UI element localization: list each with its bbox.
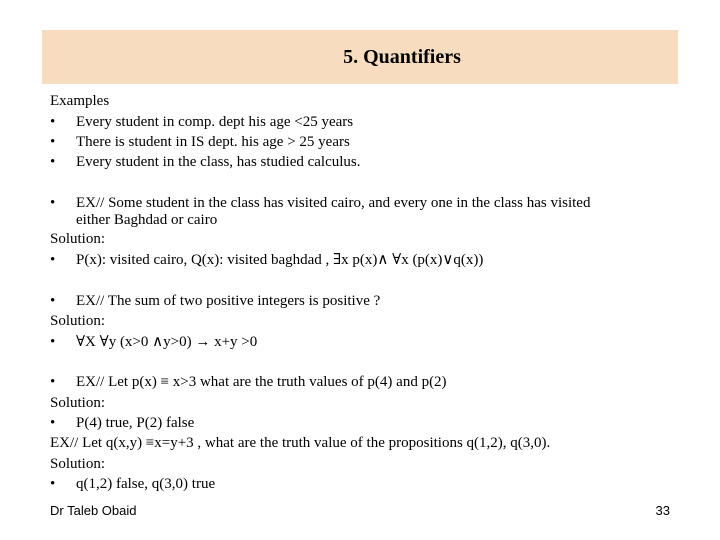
bullet: • [50, 293, 56, 309]
ex3-answer: P(4) true, P(2) false [76, 415, 195, 431]
bullet: • [50, 252, 56, 268]
example-item-1: Every student in comp. dept his age <25 years [76, 114, 354, 130]
ex4-answer: q(1,2) false, q(3,0) true [76, 476, 216, 492]
bullet: • [50, 114, 56, 130]
example-item-2: There is student in IS dept. his age > 25 years [76, 134, 350, 150]
ex4-question: EX// Let q(x,y) ≡x=y+3 , what are the truth value of the propositions q(1,2), q(3,0). [50, 435, 551, 451]
bullet: • [50, 154, 56, 170]
bullet: • [50, 334, 56, 350]
title-bar [42, 30, 678, 84]
bullet: • [50, 195, 56, 211]
bullet: • [50, 476, 56, 492]
bullet: • [50, 134, 56, 150]
ex3-question: EX// Let p(x) ≡ x>3 what are the truth values of p(4) and p(2) [76, 374, 447, 390]
ex1-answer: P(x): visited cairo, Q(x): visited baghdad , ∃x p(x)∧ ∀x (p(x)∨q(x)) [76, 252, 484, 268]
ex1-solution-label: Solution: [50, 231, 106, 247]
ex1-question-line2: either Baghdad or cairo [76, 212, 218, 228]
bullet: • [50, 374, 56, 390]
slide-title: 5. Quantifiers [343, 45, 461, 68]
ex2-question: EX// The sum of two positive integers is positive ? [76, 293, 381, 309]
footer-author: Dr Taleb Obaid [50, 503, 137, 518]
ex2-solution-label: Solution: [50, 313, 106, 329]
ex2-answer: ∀X ∀y (x>0 ∧y>0) → x+y >0 [76, 334, 258, 350]
examples-heading: Examples [50, 93, 110, 109]
example-item-3: Every student in the class, has studied calculus. [76, 154, 361, 170]
ex4-solution-label: Solution: [50, 456, 106, 472]
bullet: • [50, 415, 56, 431]
ex3-solution-label: Solution: [50, 395, 106, 411]
footer-page-number: 33 [655, 503, 670, 518]
ex1-question-line1: EX// Some student in the class has visited cairo, and every one in the class has visited [76, 195, 591, 211]
